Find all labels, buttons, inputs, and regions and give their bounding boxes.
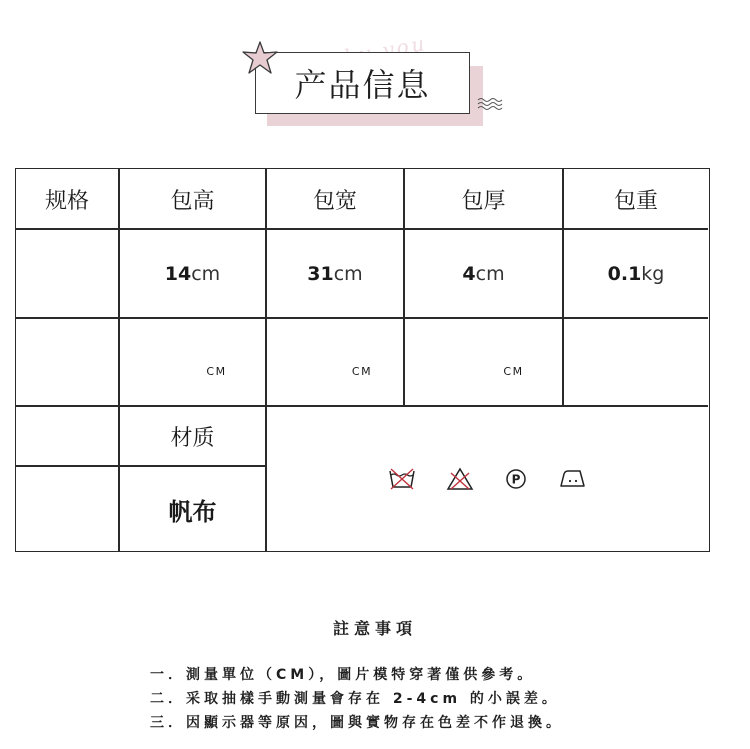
value-depth-unit: cm: [475, 263, 505, 285]
unit-depth: CM: [503, 364, 524, 378]
no-wash-icon: [388, 467, 416, 491]
header-weight: 包重: [613, 188, 658, 214]
unit-height: CM: [206, 364, 227, 378]
value-depth: [405, 230, 562, 318]
note-line-2: 二．采取抽樣手動測量會存在 2-4cm 的小誤差。: [150, 691, 560, 707]
no-bleach-icon: [446, 467, 474, 491]
unit-width: CM: [351, 364, 373, 378]
note-line-1: 一．測量單位（CM），圖片模特穿著僅供參考。: [150, 667, 536, 683]
value-weight-number: 0.1: [607, 263, 642, 285]
wave-icon: [476, 96, 506, 112]
star-icon: [240, 40, 280, 76]
value-width: [267, 230, 403, 318]
iron-icon: [558, 468, 588, 490]
title-badge: [0, 0, 750, 140]
value-width-unit: cm: [333, 263, 363, 285]
title-box: [255, 52, 470, 114]
svg-text:P: P: [511, 472, 520, 487]
spec-table: [15, 168, 710, 552]
header-height: 包高: [170, 188, 215, 214]
material-label: 材质: [170, 425, 215, 451]
note-line-3: 三．因顯示器等原因，圖與實物存在色差不作退換。: [150, 715, 564, 731]
care-icons: [267, 407, 708, 551]
value-depth-number: 4: [462, 263, 476, 285]
value-height: [120, 230, 265, 318]
value-width-number: 31: [307, 263, 334, 285]
value-weight: [564, 230, 708, 318]
header-width: 包宽: [312, 188, 357, 214]
header-depth: 包厚: [461, 188, 506, 214]
value-height-number: 14: [164, 263, 192, 285]
value-weight-unit: kg: [641, 263, 665, 285]
notes-title: 註意事項: [332, 619, 417, 638]
header-spec: 规格: [44, 188, 89, 214]
material-value: 帆布: [168, 497, 217, 526]
dry-clean-p-icon: [504, 467, 528, 491]
value-height-unit: cm: [191, 263, 221, 285]
page-title: 产品信息: [294, 66, 431, 104]
